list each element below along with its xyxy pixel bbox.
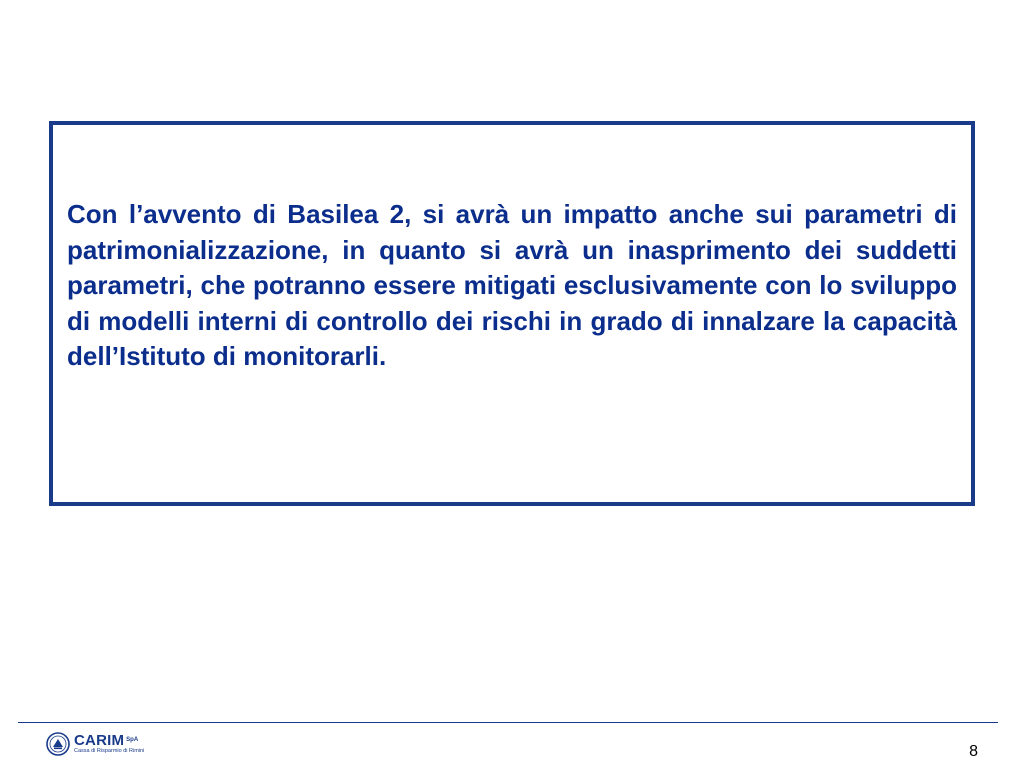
page-number: 8	[969, 743, 978, 760]
text-box	[49, 121, 975, 506]
logo-name-row	[74, 733, 144, 748]
logo-suffix: SpA	[126, 737, 139, 744]
logo-text	[74, 733, 144, 755]
carim-emblem-icon	[46, 732, 70, 756]
logo-name: CARIM	[74, 732, 125, 750]
footer-divider	[18, 722, 998, 723]
logo-subtitle: Cassa di Risparmio di Rimini	[74, 748, 145, 755]
carim-logo	[46, 731, 144, 757]
body-text: Con l’avvento di Basilea 2, si avrà un impatto anche sui parametri di patrimonializzazione, in quanto si avrà un inasprimento dei suddetti parametri, che potranno essere mitigati esclusivamente con lo sviluppo di modelli interni di controllo dei rischi in grado di innalzare la capacità dell’Istituto di monitorarli.	[67, 199, 957, 371]
